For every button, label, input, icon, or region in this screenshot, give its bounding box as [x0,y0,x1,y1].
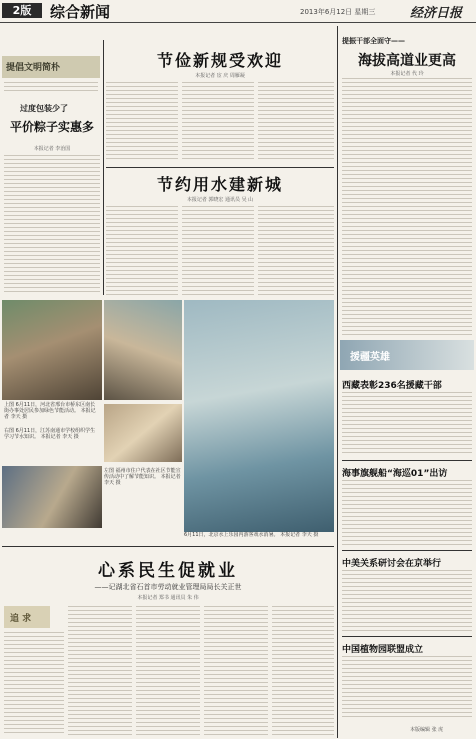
brief-body-4 [342,656,472,718]
brief-body-1 [342,392,472,456]
right1-kicker: 提振干部全面守—— [342,37,405,45]
main1-headline: 节俭新规受欢迎 [156,51,283,70]
brief-title-2: 海事旗舰船“海巡01”出访 [342,469,448,479]
left-column-banner [2,56,100,78]
main2-byline: 本报记者 郭晓宏 通讯员 吴 山 [186,197,254,203]
issue-date: 2013年6月12日 星期三 [300,8,376,16]
main1-byline: 本报记者 宦 庆 周雁凝 [195,73,245,79]
brief-rule-2 [342,550,472,551]
edition-number: 2版 [2,3,42,18]
right-banner [340,340,474,370]
caption-c1 [4,402,100,420]
footer-editor: 本版编辑 张 虎 [410,727,444,733]
brief-rule-1 [342,460,472,461]
right1-headline: 海拔高道业更高 [358,53,456,69]
main2-body-col2 [182,206,254,296]
masthead [0,0,476,23]
brief-title-3: 中美关系研讨会在京举行 [342,559,442,569]
left-article-body [4,155,100,293]
feature-headline: 心系民生促就业 [98,561,238,581]
left-column-divider [103,40,104,295]
feature-top-rule [2,546,334,547]
main2-body-col1 [106,206,178,296]
feature-body-col1 [4,632,64,736]
section-title: 综合新闻 [50,3,111,21]
left-byline: 本报记者 李治国 [33,146,71,152]
caption-c3-text: 左图 福州市住户代表在社区节能宣传活动中了解节能知识。 [104,468,181,480]
feature-body-col4 [204,606,268,736]
feature-column-tag [4,606,50,628]
right1-body [342,78,472,336]
caption-c3-credit: 本报记者 李天 摄 [104,474,181,486]
caption-c4-text: 6月11日，北京水上乐园内游客戏水消暑。 [184,532,279,538]
right-banner-text: 援疆英雄 [350,352,390,363]
photo-residents-activity [2,300,102,400]
photo-students-water [104,300,182,400]
photo-community-display [2,466,102,528]
right-column-divider [337,26,338,738]
left-headline: 平价粽子实惠多 [9,120,94,134]
photo-classroom [104,404,182,462]
left-column-name: 提倡文明简朴 [6,63,61,73]
main2-body-col3 [258,206,334,296]
main1-body-col1 [106,82,178,162]
caption-c2 [4,428,100,440]
feature-column-tag-text: 追 求 [10,614,32,624]
caption-c4 [184,532,334,538]
brief-rule-3 [342,636,472,637]
main1-bottom-rule [106,167,334,168]
main2-headline: 节约用水建新城 [156,175,283,194]
caption-c4-credit: 本报记者 李天 摄 [280,532,319,538]
caption-c2-credit: 本报记者 李天 摄 [40,434,79,440]
brief-title-1: 西藏表彰236名援藏干部 [342,381,442,391]
newspaper-logo: 经济日报 [410,6,463,21]
caption-c2-text: 右图 6月11日，江苏南通市学校组织学生学习节水知识。 [4,428,96,440]
main1-body-col2 [182,82,254,162]
brief-title-4: 中国植物园联盟成立 [342,645,424,655]
brief-body-3 [342,570,472,632]
photo-water-park [184,300,334,532]
feature-body-col3 [136,606,200,736]
left-column-intro [4,82,98,92]
caption-c1-credit: 本报记者 李天 摄 [4,408,96,420]
feature-byline: 本报记者 郑书 通讯员 朱 伟 [137,595,199,601]
feature-subhead: ——记湖北省石首市劳动就业管理局局长关正世 [94,583,242,591]
brief-body-2 [342,480,472,546]
caption-c1-text: 上图 6月11日，河北省邢台市桥东区南长街办事处居民参加绿色节能活动。 [4,402,96,414]
feature-body-col2 [68,606,132,736]
main1-body-col3 [258,82,334,162]
left-subkicker: 过度包装少了 [20,104,68,113]
feature-body-col5 [272,606,334,736]
right1-byline: 本报记者 代 玲 [390,71,424,77]
caption-c3 [104,468,182,486]
